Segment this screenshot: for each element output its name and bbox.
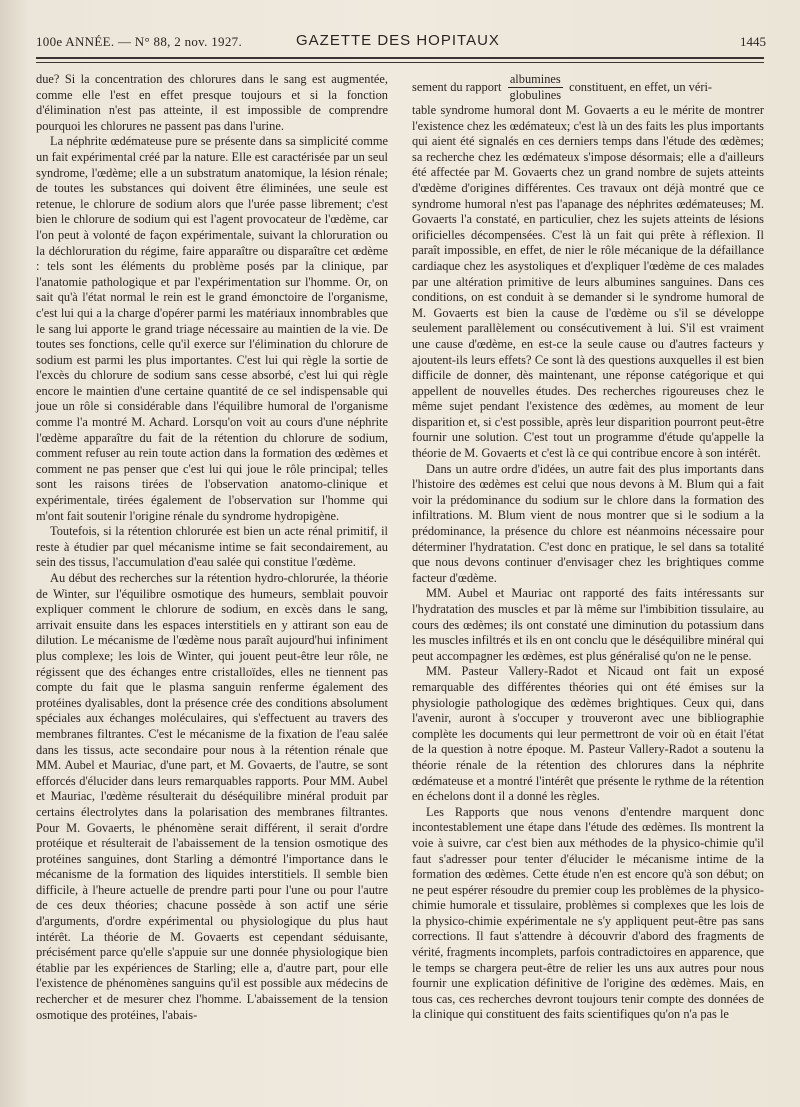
right-column: [412, 72, 764, 1023]
paragraph: Les Rapports que nous venons d'entendre marquent donc incontestablement une étape dans l'étude des œdèmes. Ils montrent la voie à suivre, car c'est bien aux méthodes de la physico-chimie qu'il faut s'adresser pour tenter d'élucider le mécanisme intime de la formation des œdèmes. Cette étude n'en est encore qu'à son début; on ne peut espérer résoudre du premier coup les problèmes de la physico-chimie humorale et tissulaire, problèmes si complexes que les lois de la physico-chimie expérimentale ne s'y appliquent peut-être pas sans corrections. Il faut s'attendre à découvrir d'abord des fragments de vérité, fragments incomplets, parfois contradictoires en apparence, que le temps se chargera peut-être de relier les uns aux autres pour nous fournir une explication définitive de l'origine des œdèmes. Mais, en tous cas, ces recherches devront toujours tenir compte des données de la clinique qui constituent des faits scientifiques qu'on n'a pas le: [412, 804, 764, 1022]
ratio-fraction: [507, 72, 563, 103]
paragraph: due? Si la concentration des chlorures dans le sang est augmentée, comme elle l'est en effet presque toujours et si la fonction d'élimination n'est pas atteinte, il est impossible de comprendre pourquoi les chlorures ne passent pas dans l'urine.: [36, 72, 388, 133]
page-number: 1445: [740, 34, 766, 49]
fraction-numerator: albumines: [509, 72, 561, 86]
ratio-text-after: constituent, en effet, un véri-: [569, 79, 713, 94]
publication-title: GAZETTE DES HOPITAUX: [296, 32, 500, 49]
paragraph: table syndrome humoral dont M. Govaerts a eu le mérite de montrer l'existence chez les œdémateux; c'est là un des faits les plus importants qui aient été signalés en ces derniers temps dans l'étude des œdèmes; sa recherche chez les œdémateux s'impose désormais; elle a d'ailleurs été affectée par M. Govaerts chez un grand nombre de sujets atteints d'œdème d'origines différentes. Ces travaux ont déjà montré que ce syndrome humoral n'est pas l'apanage des néphrites œdémateuses; M. Govaerts l'a constaté, en particulier, chez les sujets atteints de lésions orificielles décompensées. C'est là un fait qui prête à réflexion. Il paraît impossible, en effet, de nier le rôle mécanique de la défaillance cardiaque chez les asystoliques et d'expliquer l'œdème de ces malades par une altération primitive de leurs albumines sanguines. Dans ces conditions, on est conduit à se demander si le syndrome humoral de M. Govaerts est bien la cause de l'œdème ou s'il se développe seulement parallèlement ou consécutivement à lui. S'il est vraiment une cause d'œdème, en est-ce la seule cause ou d'autres facteurs y ajoutent-ils leurs effets? Ce sont là des questions auxquelles il est bien difficile de donner, dès maintenant, une réponse catégorique et qui appellent de nouvelles études. Des recherches rigoureuses chez le même sujet pendant l'existence des œdèmes, au moment de leur disparition et, si c'est possible, après leur disparition pourront peut-être fournir une solution. C'est tout un programme d'étude qu'appelle la théorie de M. Govaerts et c'est là ce qui contribue encore à son intérêt.: [412, 103, 764, 461]
header-rule-thin: [36, 62, 764, 63]
issue-info: 100e ANNÉE. — N° 88, 2 nov. 1927.: [36, 34, 242, 49]
paragraph: MM. Aubel et Mauriac ont rapporté des faits intéressants sur l'hydratation des muscles et par là même sur l'imbibition tissulaire, au cours des œdèmes; ils ont constaté une diminution du potassium dans les muscles infiltrés et ils en ont conclu que le déséquilibre minéral qui peut accompagner les œdèmes, est plus généralisé qu'on ne le pense.: [412, 586, 764, 663]
left-column: [36, 72, 388, 1023]
paragraph: La néphrite œdémateuse pure se présente dans sa simplicité comme un fait expérimental créé par la nature. Elle est caractérisée par un seul syndrome, l'œdème; elle a un substratum anatomique, la lésion rénale; de toutes les substances qui doivent être éliminées, une seule est retenue, le chlorure de sodium alors que l'urée passe librement; c'est bien le chlorure de sodium qui est l'agent provocateur de l'œdème, car l'on peut à volonté de façon expérimentale, suivant la chloruration ou la déchloruration du régime, faire apparaître ou disparaître cet œdème : tels sont les éléments du problème posés par la clinique, par l'anatomie pathologique et par l'expérimentation sur l'homme. Or, on sait qu'à l'état normal le rein est le grand émonctoire de l'organisme, c'est lui qui a la charge d'opérer parmi les matériaux innombrables que le sang lui apporte le grand triage nécessaire au maintien de la vie. De toutes ses fonctions, celle qu'il exerce sur l'élimination du chlorure de sodium est parmi les plus importantes. C'est lui qui règle la sortie de l'excès du chlorure de sodium sans cesse absorbé, c'est lui qui règle encore le maintien d'une certaine quantité de ce sel indispensable qui joue un rôle si considérable dans l'équilibre humoral de l'organisme comme l'a montré M. Achard. Lorsqu'on voit au cours d'une néphrite l'œdème apparaître du fait de la rétention du chlorure de sodium, comment refuser au rein toute action dans la formation des œdèmes et comment ne pas penser que c'est lui qui joue le rôle principal; telles sont les raisons tirées de l'observation anatomo-clinique et expérimentale, tirées également de l'observation sur l'homme qui m'ont fait soutenir l'origine rénale du syndrome hydropigène.: [36, 134, 388, 523]
paragraph: Dans un autre ordre d'idées, un autre fait des plus importants dans l'histoire des œdèmes est celui que nous devons à M. Blum qui a fait voir la prédominance du sodium sur le chlore dans la formation des infiltrations. M. Blum vient de nous montrer que si le sodium a la prédominance, la présence du chlore est néanmoins nécessaire pour déterminer l'hydratation. C'est donc en pratique, le sel dans sa totalité que nous devons continuer d'envisager chez les brightiques comme facteur d'œdème.: [412, 461, 764, 585]
fraction-denominator: globulines: [509, 88, 562, 102]
header-rule-thick: [36, 57, 764, 59]
paragraph: Au début des recherches sur la rétention hydro-chlorurée, la théorie de Winter, sur l'équilibre osmotique des humeurs, semblait pouvoir expliquer comment le chlorure de sodium, en excès dans le sang, arrivait ensuite dans les espaces interstitiels en y attirant son eau de dilution. Le mécanisme de l'œdème nous paraît aujourd'hui infiniment plus complexe; les lois de Winter, qui jouent peut-être leur rôle, ne régissent que des échanges entre cristalloïdes, elles ne tiennent pas compte du fait que le plasma sanguin renferme également des protéines dyalisables, dont la présence crée des conditions absolument spéciales aux échanges moléculaires, qui s'effectuent au travers des membranes filtrantes. C'est le mécanisme de la fixation de l'eau salée dans les tissus, acte secondaire pour nous à la rétention rénale que MM. Aubel et Mauriac, d'une part, et M. Govaerts, de l'autre, se sont efforcés d'élucider dans leurs remarquables rapports. Pour MM. Aubel et Mauriac, l'œdème résulterait du déséquilibre minéral produit par certains électrolytes dans la polarisation des membranes filtrantes. Pour M. Govaerts, le phénomène serait différent, il serait d'ordre protéique et résulterait de l'abaissement de la tension osmotique des protéines sanguines, dont Starling a démontré l'importance dans le mécanisme de la formation des liquides interstitiels. Il semble bien difficile, à l'heure actuelle de prendre parti pour l'une ou pour l'autre de ces deux théories; chacune possède à son actif une série d'arguments, d'ordre expérimental ou physiologique du plus haut intérêt. La théorie de M. Govaerts est cependant séduisante, précisément parce qu'elle s'appuie sur une donnée physiologique bien établie par les expériences de Starling; elle a, d'autre part, pour elle l'existence de phénomènes sanguins qu'il est possible aux médecins de rechercher et de mesurer chez l'homme. L'abaissement de la tension osmotique des protéines, l'abais-: [36, 571, 388, 1022]
ratio-line: [412, 72, 764, 103]
ratio-text-before: sement du rapport: [412, 79, 502, 94]
paragraph: Toutefois, si la rétention chlorurée est bien un acte rénal primitif, il reste à étudier par quel mécanisme intime se fait secondairement, au sein des tissus, l'accumulation d'eau salée qui constitue l'œdème.: [36, 524, 388, 570]
page-header: [36, 30, 766, 54]
paragraph: MM. Pasteur Vallery-Radot et Nicaud ont fait un exposé remarquable des différentes théories qui ont été émises sur la physiologie pathologique des œdèmes brightiques. Ceux qui, dans l'avenir, auront à s'occuper y trouveront avec une bibliographie complète les documents qui leur permettront de voir où en était l'état de la question à notre époque. M. Pasteur Vallery-Radot a soutenu la théorie rénale de la rétention des chlorures dans la néphrite œdémateuse et a montré l'intérêt que présente le rythme de la rétention en échelons dont il a donné les règles.: [412, 664, 764, 804]
